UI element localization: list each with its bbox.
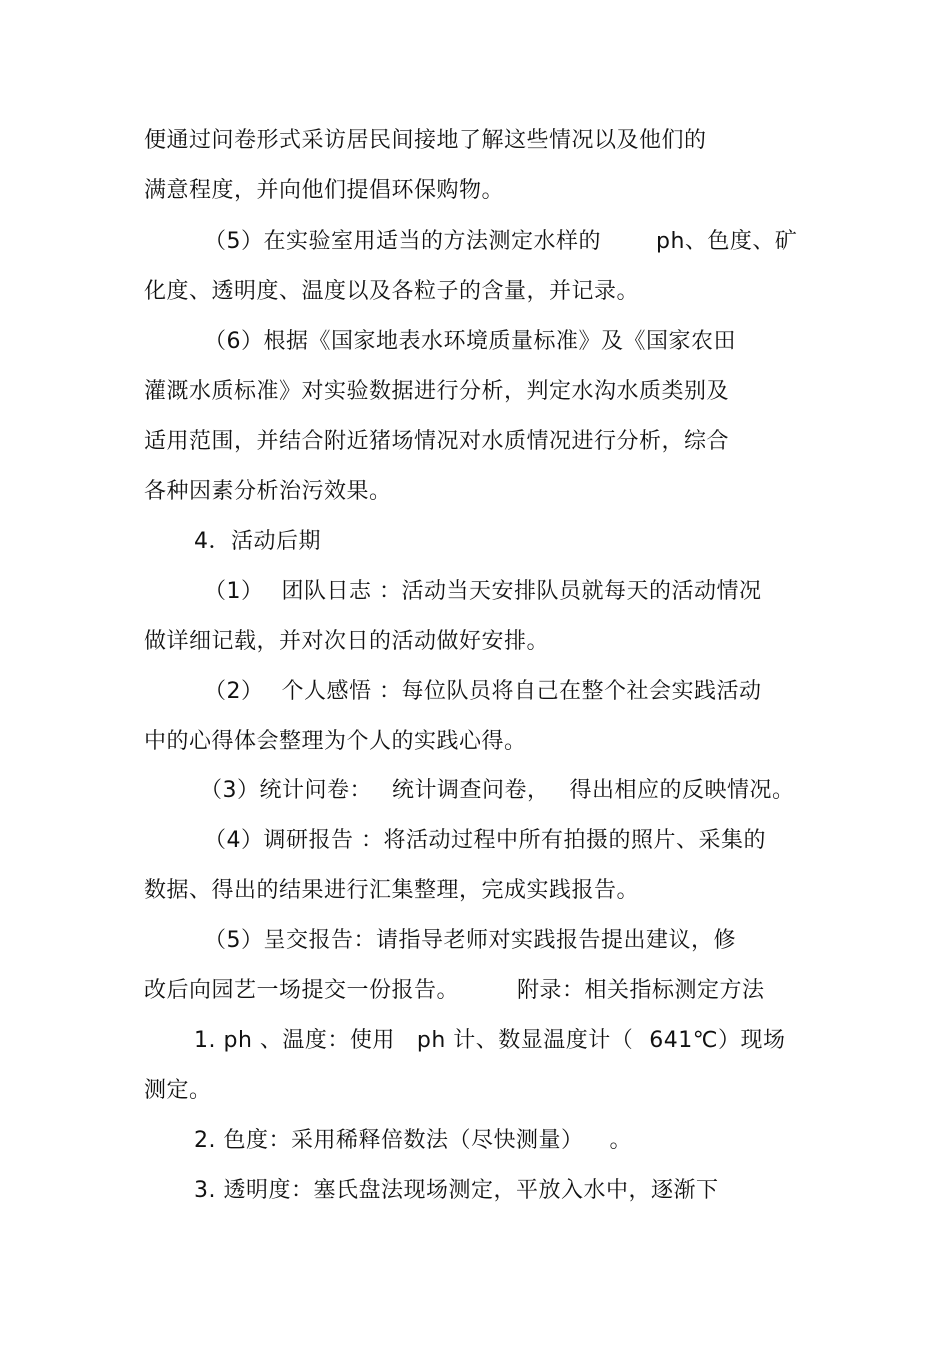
text-line (204, 677, 762, 707)
text-line (204, 577, 762, 607)
text-segment: 团队日志 ：活动当天安排队员就每天的活动情况 (281, 579, 762, 604)
text-segment: ph、色度、矿 (656, 229, 798, 254)
text-line (200, 776, 795, 806)
text-line: （6）根据《国家地表水环境质量标准》及《国家农田 (204, 329, 736, 354)
text-line: 灌溉水质标准》对实验数据进行分析，判定水沟水质类别及 (144, 379, 730, 404)
text-line (194, 1126, 632, 1156)
text-segment: （1） (204, 579, 264, 604)
appendix-title: 附录：相关指标测定方法 (517, 978, 765, 1003)
text-line: 化度、透明度、温度以及各粒子的含量，并记录。 (144, 279, 640, 304)
text-line: （4）调研报告 ：将活动过程中所有拍摄的照片、采集的 (204, 828, 766, 853)
text-line: 各种因素分析治污效果。 (144, 479, 392, 504)
text-segment: 改后向园艺一场提交一份报告。 (144, 978, 460, 1003)
text-line (204, 227, 797, 257)
text-segment: 个人感悟 ：每位队员将自己在整个社会实践活动 (281, 679, 762, 704)
text-line: 满意程度，并向他们提倡环保购物。 (144, 178, 505, 203)
text-line: 中的心得体会整理为个人的实践心得。 (144, 729, 527, 754)
text-segment: （5）在实验室用适当的方法测定水样的 (204, 229, 601, 254)
text-line: 适用范围，并结合附近猪场情况对水质情况进行分析，综合 (144, 429, 730, 454)
text-line: 数据、得出的结果进行汇集整理，完成实践报告。 (144, 878, 640, 903)
text-segment: 得出相应的反映情况。 (569, 778, 795, 803)
text-line: 做详细记载，并对次日的活动做好安排。 (144, 629, 550, 654)
text-line (194, 1026, 786, 1056)
text-line: 测定。 (144, 1078, 212, 1103)
text-line: （5）呈交报告：请指导老师对实践报告提出建议，修 (204, 928, 736, 953)
text-line: 3. 透明度：塞氏盘法现场测定，平放入水中，逐渐下 (194, 1178, 719, 1203)
section-heading: 4．活动后期 (194, 529, 321, 554)
text-segment: （3）统计问卷： (200, 778, 372, 803)
text-segment: （2） (204, 679, 264, 704)
text-segment: 1. ph 、温度：使用 (194, 1028, 395, 1053)
text-line: 便通过问卷形式采访居民间接地了解这些情况以及他们的 (144, 128, 707, 153)
text-line (144, 976, 765, 1006)
text-segment: 统计调查问卷， (392, 778, 550, 803)
text-segment: 。 (609, 1128, 633, 1153)
text-segment: ph 计、数显温度计（ (416, 1028, 634, 1053)
text-segment: 2. 色度：采用稀释倍数法（尽快测量） (194, 1128, 584, 1153)
text-segment: 641℃）现场 (649, 1028, 786, 1053)
